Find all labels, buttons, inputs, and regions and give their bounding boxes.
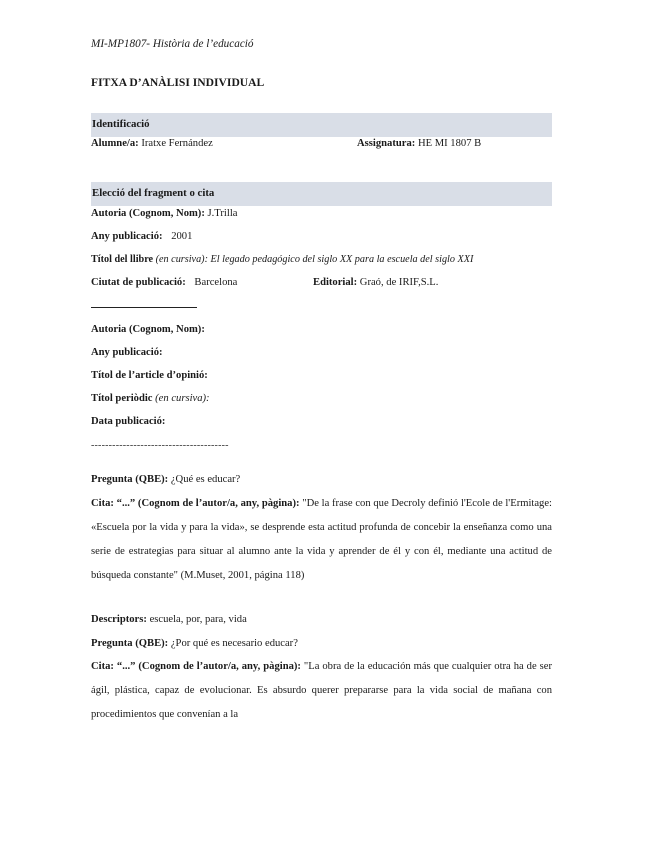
periodic-row — [91, 393, 210, 404]
assignatura-label: Assignatura: — [357, 138, 416, 149]
any-value: 2001 — [171, 231, 193, 242]
data-publicacio-row — [91, 416, 165, 427]
any-label: Any publicació: — [91, 231, 163, 242]
assignatura-value: HE MI 1807 B — [417, 138, 482, 149]
titol-llibre-row — [91, 254, 473, 265]
data-publicacio-label: Data publicació: — [91, 416, 166, 427]
autoria-value: J.Trilla — [207, 208, 238, 219]
autoria-row — [91, 208, 237, 219]
descriptors-row — [91, 614, 247, 625]
cita-text: "De la frase con que Decroly definió l'Ecole de l'Ermitage: «Escuela por la vida y para la vida», se desprende esta actitud profunda de concebir la enseñanza como una serie de estrategias para situar al alumno ante la vida y aprender de él y con él, mediante una actitud de búsqueda constante" (M.Muset, 2001, página 118) — [91, 498, 552, 581]
periodic-label: Títol periòdic — [91, 393, 153, 404]
section-title: Elecció del fragment o cita — [92, 187, 215, 199]
section-band-identificacio — [91, 113, 552, 137]
editorial-label: Editorial: — [313, 277, 358, 288]
alumne-label: Alumne/a: — [91, 138, 139, 149]
cita-label: Cita: “...” (Cognom de l’autor/a, any, pàgina): — [91, 498, 300, 509]
alumne-row — [91, 138, 213, 149]
document-header: MI-MP1807- Història de l’educació — [91, 38, 254, 50]
article-titol-label: Títol de l’article d’opinió: — [91, 370, 208, 381]
pregunta-1-row — [91, 474, 240, 485]
cita-1-paragraph — [91, 492, 552, 588]
pregunta-value: ¿Por qué es necesario educar? — [170, 638, 298, 649]
cita-2-paragraph — [91, 655, 552, 727]
autoria-label: Autoria (Cognom, Nom): — [91, 208, 205, 219]
alumne-value: Iratxe Fernández — [141, 138, 213, 149]
page-title: FITXA D’ANÀLISI INDIVIDUAL — [91, 76, 265, 89]
ciutat-label: Ciutat de publicació: — [91, 277, 186, 288]
titol-value: El legado pedagógico del siglo XX para la escuela del siglo XXI — [210, 254, 474, 265]
article-autoria-row — [91, 324, 205, 335]
pregunta-2-row — [91, 638, 298, 649]
descriptors-label: Descriptors: — [91, 614, 147, 625]
editorial-row — [313, 277, 438, 288]
article-titol-row — [91, 370, 208, 381]
dashed-separator: --------------------------------------- — [91, 440, 229, 451]
section-band-eleccio — [91, 182, 552, 206]
section-title: Identificació — [92, 118, 150, 130]
periodic-note: (en cursiva): — [155, 393, 210, 404]
titol-note: (en cursiva): — [155, 254, 208, 265]
titol-label: Títol del llibre — [91, 254, 154, 265]
editorial-value: Graó, de IRIF,S.L. — [359, 277, 439, 288]
article-any-row — [91, 347, 163, 358]
descriptors-value: escuela, por, para, vida — [149, 614, 247, 625]
pregunta-label: Pregunta (QBE): — [91, 474, 169, 485]
assignatura-row — [357, 138, 481, 149]
cita-label: Cita: “...” (Cognom de l’autor/a, any, pàgina): — [91, 661, 301, 672]
any-row — [91, 231, 192, 242]
pregunta-label: Pregunta (QBE): — [91, 638, 169, 649]
cita-text: "La obra de la educación más que cualquier otra ha de ser ágil, plástica, capaz de evolucionar. Es absurdo querer prepararse para la vida social de mañana con procedimientos que convenían a la — [91, 661, 552, 720]
ciutat-row — [91, 277, 237, 288]
separator-line — [91, 307, 197, 308]
article-autoria-label: Autoria (Cognom, Nom): — [91, 324, 205, 335]
pregunta-value: ¿Qué es educar? — [170, 474, 241, 485]
article-any-label: Any publicació: — [91, 347, 163, 358]
ciutat-value: Barcelona — [194, 277, 238, 288]
